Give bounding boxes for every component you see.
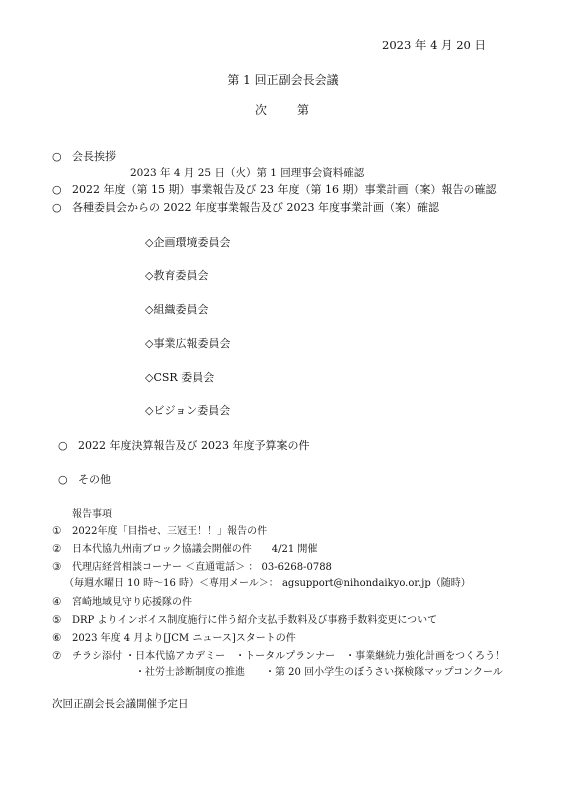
agenda-item-greeting [52,150,116,164]
report-number: ③ [52,561,62,573]
report-item [52,595,192,610]
agenda-item-label: 2022 年度（第 15 期）事業報告及び 23 年度（第 16 期）事業計画（案）報告の確認 [72,183,497,196]
agenda-item-budget [58,439,309,453]
agenda-item-business-report [52,183,496,197]
committee-item: ◇事業広報委員会 [145,337,231,350]
report-text: 日本代協九州南ブロック協議会開催の件 4/21 開催 [72,544,318,555]
agenda-item-sub: 2023 年 4 月 25 日（火）第 1 回理事会資料確認 [130,167,365,179]
report-text: 2023 年度 4 月より[JCM ニュース]スタートの件 [72,633,296,644]
document-date: 2023 年 4 月 20 日 [382,38,486,52]
report-text: DRP よりインボイス制度施行に伴う紹介支払手数料及び事務手数料変更について [72,615,438,626]
report-number: ⑤ [52,614,62,626]
reports-heading: 報告事項 [72,509,112,520]
committee-item: ◇CSR 委員会 [145,371,215,384]
agenda-item-label: その他 [78,473,111,486]
circle-bullet-icon: ○ [58,439,68,452]
report-number: ④ [52,596,62,608]
document-subtitle: 次 第 [254,103,311,117]
report-continuation: （毎週水曜日 10 時～16 時）＜専用メール＞： agsupport@nihondaikyo.or.jp（随時） [64,578,471,589]
committee-item: ◇教育委員会 [145,269,209,282]
report-item [52,631,296,646]
next-meeting-label: 次回正副会長会議開催予定日 [52,698,189,710]
circle-bullet-icon: ○ [58,473,68,486]
report-number: ① [52,525,62,537]
committee-item: ◇組織委員会 [145,303,209,316]
agenda-item-label: 会長挨拶 [72,150,116,163]
agenda-item-other [58,473,111,487]
committee-item: ◇ビジョン委員会 [145,404,231,417]
report-item [52,560,332,575]
agenda-item-label: 2022 年度決算報告及び 2023 年度予算案の件 [78,439,310,452]
report-item [52,613,437,628]
report-text: チラシ添付 ・日本代協アカデミー ・トータルプランナー ・事業継続力強化計画をつくろう！ [72,651,506,662]
report-number: ⑦ [52,650,62,662]
report-continuation: ・社労士診断制度の推進 ・第 20 回小学生のぼうさい探検隊マップコンクール [135,667,503,678]
report-text: 代理店経営相談コーナー ＜直通電話＞ ： 03-6268-0788 [72,562,332,573]
circle-bullet-icon: ○ [52,150,62,163]
report-text: 宮崎地域見守り応援隊の件 [72,597,192,608]
agenda-item-label: 各種委員会からの 2022 年度事業報告及び 2023 年度事業計画（案）確認 [72,201,439,214]
document-title: 第 1 回正副会長会議 [227,73,339,87]
report-item [52,542,317,557]
report-number: ⑥ [52,632,62,644]
report-item [52,649,505,664]
report-number: ② [52,543,62,555]
committee-item: ◇企画環境委員会 [145,236,231,249]
circle-bullet-icon: ○ [52,183,62,196]
agenda-item-committees [52,201,439,215]
report-item [52,524,267,539]
report-text: 2022年度「目指せ、三冠王！！」報告の件 [72,526,268,537]
circle-bullet-icon: ○ [52,201,62,214]
